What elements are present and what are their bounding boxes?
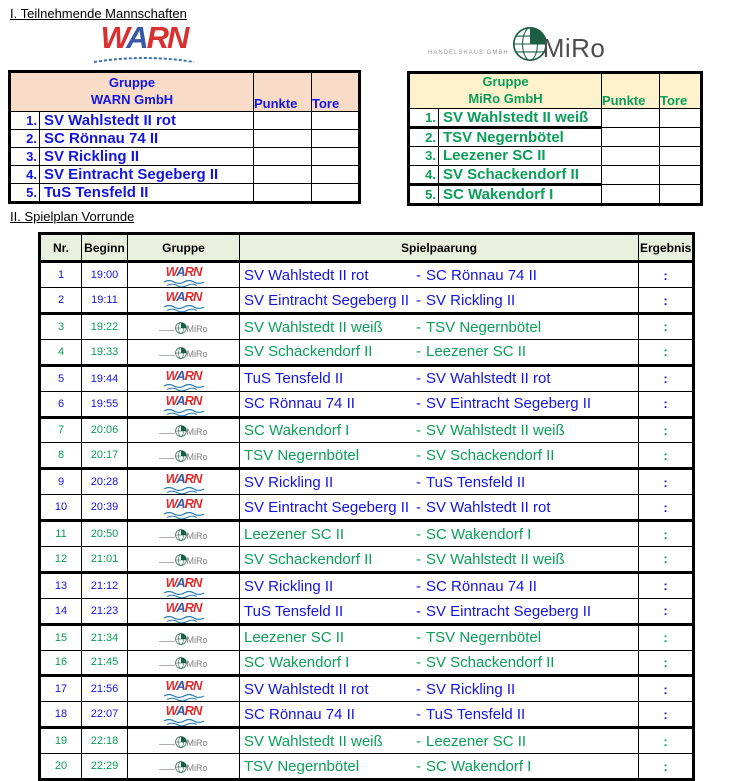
pairing-header: Spielpaarung	[240, 234, 639, 262]
miro-logo: MiRo	[159, 450, 207, 462]
schedule-header-row	[40, 234, 694, 262]
away-team: SC Wakendorf I	[426, 757, 532, 775]
warn-logo-wave	[163, 304, 205, 312]
match-group-logo-cell	[128, 521, 240, 547]
match-number: 1	[40, 262, 82, 288]
warn-logo: WARN	[163, 600, 205, 623]
away-team: SV Wahlstedt II weiß	[426, 422, 565, 440]
away-team: SV Eintracht Segeberg II	[426, 395, 592, 413]
schedule-row	[40, 521, 694, 547]
match-group-logo-cell	[128, 676, 240, 702]
points-cell[interactable]	[254, 112, 312, 130]
vs-dash: -	[416, 706, 421, 724]
team-row: 1. SV Wahlstedt II rot	[10, 112, 360, 130]
vs-dash: -	[416, 473, 421, 491]
match-time: 21:34	[82, 624, 128, 650]
goals-cell[interactable]	[312, 184, 360, 203]
miro-logo: MiRo	[159, 425, 207, 437]
result-cell[interactable]: :	[639, 314, 694, 340]
match-group-logo-cell	[128, 495, 240, 521]
match-time: 20:28	[82, 469, 128, 495]
match-pairing	[240, 650, 639, 676]
home-team: SV Schackendorf II	[244, 550, 373, 568]
match-pairing	[240, 314, 639, 340]
match-pairing	[240, 598, 639, 624]
vs-dash: -	[416, 498, 421, 516]
match-group-logo-cell	[128, 650, 240, 676]
match-pairing	[240, 521, 639, 547]
match-number: 3	[40, 314, 82, 340]
warn-logo: WARN	[163, 368, 205, 391]
schedule-body	[40, 262, 694, 780]
miro-logo: MiRo	[159, 322, 207, 334]
match-number: 14	[40, 598, 82, 624]
schedule-row	[40, 365, 694, 391]
goals-cell[interactable]	[660, 165, 702, 184]
warn-logo: WARN	[163, 575, 205, 598]
team-name: SC Rönnau 74 II	[40, 130, 254, 148]
match-number: 16	[40, 650, 82, 676]
match-pairing	[240, 443, 639, 469]
home-team: Leezener SC II	[244, 525, 345, 543]
schedule-row	[40, 546, 694, 572]
match-time: 21:01	[82, 546, 128, 572]
match-number: 4	[40, 339, 82, 365]
match-time: 21:12	[82, 572, 128, 598]
schedule-row	[40, 469, 694, 495]
match-pairing	[240, 288, 639, 314]
result-cell[interactable]: :	[639, 572, 694, 598]
points-cell[interactable]	[602, 184, 660, 204]
match-group-logo-cell	[128, 417, 240, 443]
match-time: 20:50	[82, 521, 128, 547]
away-team: SV Schackendorf II	[426, 447, 555, 465]
match-group-logo-cell	[128, 728, 240, 754]
match-number: 13	[40, 572, 82, 598]
away-team: SV Rickling II	[426, 681, 516, 699]
goals-header: Tore	[660, 73, 702, 109]
away-team: TSV Negernbötel	[426, 629, 542, 647]
result-cell[interactable]: :	[639, 521, 694, 547]
match-time: 20:17	[82, 443, 128, 469]
warn-logo: WARN	[163, 264, 205, 287]
points-cell[interactable]	[254, 184, 312, 203]
vs-dash: -	[416, 395, 421, 413]
match-time: 21:23	[82, 598, 128, 624]
team-name: Leezener SC II	[439, 146, 602, 165]
warn-logo-wave	[163, 693, 205, 701]
match-pairing	[240, 365, 639, 391]
warn-logo-tagline	[90, 54, 198, 64]
away-team: TuS Tensfeld II	[426, 473, 526, 491]
miro-logo-line	[159, 355, 175, 356]
schedule-row	[40, 572, 694, 598]
team-name: SV Wahlstedt II weiß	[439, 108, 602, 127]
points-header: Punkte	[254, 72, 312, 112]
match-time: 21:45	[82, 650, 128, 676]
warn-logo-wave	[163, 718, 205, 726]
match-time: 21:56	[82, 676, 128, 702]
away-team: SV Wahlstedt II rot	[426, 370, 551, 388]
team-row: 3. Leezener SC II	[409, 146, 702, 165]
away-team: SV Wahlstedt II weiß	[426, 550, 565, 568]
vs-dash: -	[416, 629, 421, 647]
warn-logo: WARN	[163, 496, 205, 519]
schedule-row	[40, 624, 694, 650]
miro-logo-line	[159, 641, 175, 642]
miro-logo-line	[159, 537, 175, 538]
result-cell[interactable]: :	[639, 365, 694, 391]
schedule-row	[40, 702, 694, 728]
vs-dash: -	[416, 291, 421, 309]
match-group-logo-cell	[128, 624, 240, 650]
away-team: SC Rönnau 74 II	[426, 577, 537, 595]
points-cell[interactable]	[602, 146, 660, 165]
match-number: 17	[40, 676, 82, 702]
vs-dash: -	[416, 422, 421, 440]
result-cell[interactable]: :	[639, 546, 694, 572]
match-number: 9	[40, 469, 82, 495]
miro-logo-line	[159, 562, 175, 563]
match-time: 19:55	[82, 391, 128, 417]
goals-cell[interactable]	[660, 108, 702, 127]
warn-logo: WARN	[163, 393, 205, 416]
schedule-row	[40, 339, 694, 365]
team-row: 4. SV Eintracht Segeberg II	[10, 166, 360, 184]
home-team: SV Wahlstedt II weiß	[244, 733, 383, 751]
vs-dash: -	[416, 266, 421, 284]
home-team: SV Wahlstedt II rot	[244, 266, 369, 284]
match-number: 19	[40, 728, 82, 754]
miro-logo: MiRo	[159, 633, 207, 645]
miro-logo: MiRo	[159, 736, 207, 748]
away-team: SV Eintracht Segeberg II	[426, 602, 592, 620]
points-header: Punkte	[602, 73, 660, 109]
warn-logo: WARN	[163, 703, 205, 726]
team-name: TuS Tensfeld II	[40, 184, 254, 203]
match-number: 6	[40, 391, 82, 417]
vs-dash: -	[416, 757, 421, 775]
result-cell[interactable]: :	[639, 288, 694, 314]
match-pairing	[240, 676, 639, 702]
miro-logo-line	[159, 769, 175, 770]
match-group-logo-cell	[128, 391, 240, 417]
match-group-logo-cell	[128, 314, 240, 340]
vs-dash: -	[416, 654, 421, 672]
home-team: SV Wahlstedt II weiß	[244, 318, 383, 336]
miro-logo-line	[159, 665, 175, 666]
team-row: 5. TuS Tensfeld II	[10, 184, 360, 203]
home-team: Leezener SC II	[244, 629, 345, 647]
team-name: SV Schackendorf II	[439, 165, 602, 184]
warn-logo-wave	[163, 408, 205, 416]
goals-cell[interactable]	[312, 166, 360, 184]
match-number: 18	[40, 702, 82, 728]
match-number: 8	[40, 443, 82, 469]
home-team: SC Wakendorf I	[244, 422, 350, 440]
match-number: 12	[40, 546, 82, 572]
schedule-row	[40, 262, 694, 288]
home-team: SV Wahlstedt II rot	[244, 681, 369, 699]
miro-logo: MiRo	[159, 554, 207, 566]
team-name: SV Eintracht Segeberg II	[40, 166, 254, 184]
miro-logo-text: MiRo	[542, 33, 606, 63]
team-name: SV Rickling II	[40, 148, 254, 166]
match-number: 15	[40, 624, 82, 650]
team-name: SC Wakendorf I	[439, 184, 602, 204]
section-title-schedule: II. Spielplan Vorrunde	[10, 209, 135, 224]
schedule-row	[40, 676, 694, 702]
away-team: SV Schackendorf II	[426, 654, 555, 672]
vs-dash: -	[416, 577, 421, 595]
away-team: Leezener SC II	[426, 733, 527, 751]
team-row: 3. SV Rickling II	[10, 148, 360, 166]
warn-logo-wave	[163, 615, 205, 623]
nr-header: Nr.	[40, 234, 82, 262]
match-group-logo-cell	[128, 288, 240, 314]
miro-logo: MiRo	[159, 657, 207, 669]
miro-logo-line	[159, 744, 175, 745]
match-pairing	[240, 339, 639, 365]
vs-dash: -	[416, 681, 421, 699]
points-cell[interactable]	[602, 108, 660, 127]
away-team: SC Rönnau 74 II	[426, 266, 537, 284]
match-time: 22:07	[82, 702, 128, 728]
match-number: 20	[40, 754, 82, 780]
warn-logo-wave	[163, 511, 205, 519]
warn-logo-text: WARN	[100, 20, 188, 55]
match-time: 19:00	[82, 262, 128, 288]
result-cell[interactable]: :	[639, 702, 694, 728]
goals-cell[interactable]	[660, 146, 702, 165]
home-team: SV Eintracht Segeberg II	[244, 498, 410, 516]
miro-logo	[428, 26, 605, 62]
away-team: TuS Tensfeld II	[426, 706, 526, 724]
match-group-logo-cell	[128, 469, 240, 495]
match-group-logo-cell	[128, 702, 240, 728]
schedule-row	[40, 443, 694, 469]
away-team: Leezener SC II	[426, 343, 527, 361]
team-row: 2. TSV Negernbötel	[409, 127, 702, 146]
match-group-logo-cell	[128, 572, 240, 598]
match-pairing	[240, 546, 639, 572]
schedule-row	[40, 728, 694, 754]
match-pairing	[240, 624, 639, 650]
match-pairing	[240, 469, 639, 495]
team-name: TSV Negernbötel	[439, 127, 602, 146]
warn-logo: WARN	[163, 471, 205, 494]
vs-dash: -	[416, 550, 421, 568]
time-header: Beginn	[82, 234, 128, 262]
result-cell[interactable]: :	[639, 469, 694, 495]
match-number: 11	[40, 521, 82, 547]
points-cell[interactable]	[602, 127, 660, 146]
home-team: TuS Tensfeld II	[244, 602, 344, 620]
away-team: SV Rickling II	[426, 291, 516, 309]
team-row: 5. SC Wakendorf I	[409, 184, 702, 204]
vs-dash: -	[416, 602, 421, 620]
goals-cell[interactable]	[660, 184, 702, 204]
match-time: 19:44	[82, 365, 128, 391]
home-team: TuS Tensfeld II	[244, 370, 344, 388]
match-number: 7	[40, 417, 82, 443]
match-pairing	[240, 572, 639, 598]
goals-cell[interactable]	[312, 112, 360, 130]
section-title-teams: I. Teilnehmende Mannschaften	[10, 6, 187, 21]
home-team: SV Schackendorf II	[244, 343, 373, 361]
result-cell[interactable]: :	[639, 754, 694, 780]
vs-dash: -	[416, 318, 421, 336]
schedule-row	[40, 417, 694, 443]
home-team: SC Rönnau 74 II	[244, 395, 355, 413]
miro-logo-subtext: HANDELSHAUS GMBH	[428, 50, 509, 56]
warn-logo-wave	[163, 383, 205, 391]
schedule-row	[40, 288, 694, 314]
home-team: SV Rickling II	[244, 473, 334, 491]
points-cell[interactable]	[602, 165, 660, 184]
miro-logo-line	[159, 458, 175, 459]
warn-logo-wave	[163, 279, 205, 287]
group-miro-title: Gruppe MiRo GmbH	[409, 73, 602, 109]
result-cell[interactable]: :	[639, 495, 694, 521]
home-team: SC Wakendorf I	[244, 654, 350, 672]
group-table-warn	[8, 70, 361, 204]
schedule-table	[38, 232, 695, 781]
match-time: 20:06	[82, 417, 128, 443]
vs-dash: -	[416, 733, 421, 751]
match-group-logo-cell	[128, 546, 240, 572]
away-team: SC Wakendorf I	[426, 525, 532, 543]
team-row: 2. SC Rönnau 74 II	[10, 130, 360, 148]
match-pairing	[240, 391, 639, 417]
miro-logo: MiRo	[159, 347, 207, 359]
warn-logo: WARN	[163, 289, 205, 312]
team-row: 1. SV Wahlstedt II weiß	[409, 108, 702, 127]
match-number: 5	[40, 365, 82, 391]
match-pairing	[240, 262, 639, 288]
match-time: 22:18	[82, 728, 128, 754]
schedule-row	[40, 495, 694, 521]
result-cell[interactable]: :	[639, 728, 694, 754]
team-row: 4. SV Schackendorf II	[409, 165, 702, 184]
match-group-logo-cell	[128, 339, 240, 365]
match-pairing	[240, 495, 639, 521]
points-cell[interactable]	[254, 130, 312, 148]
goals-cell[interactable]	[312, 148, 360, 166]
warn-logo: WARN	[163, 678, 205, 701]
away-team: SV Wahlstedt II rot	[426, 498, 551, 516]
home-team: SV Eintracht Segeberg II	[244, 291, 410, 309]
goals-header: Tore	[312, 72, 360, 112]
result-header: Ergebnis	[639, 234, 694, 262]
schedule-row	[40, 598, 694, 624]
match-time: 20:39	[82, 495, 128, 521]
match-time: 22:29	[82, 754, 128, 780]
miro-logo-line	[159, 433, 175, 434]
home-team: TSV Negernbötel	[244, 447, 360, 465]
match-time: 19:11	[82, 288, 128, 314]
match-pairing	[240, 702, 639, 728]
home-team: TSV Negernbötel	[244, 757, 360, 775]
miro-logo-line	[159, 330, 175, 331]
result-cell[interactable]: :	[639, 391, 694, 417]
vs-dash: -	[416, 447, 421, 465]
miro-logo: MiRo	[159, 761, 207, 773]
vs-dash: -	[416, 343, 421, 361]
match-number: 10	[40, 495, 82, 521]
schedule-row	[40, 391, 694, 417]
result-cell[interactable]: :	[639, 624, 694, 650]
miro-logo: MiRo	[159, 529, 207, 541]
goals-cell[interactable]	[312, 130, 360, 148]
match-group-logo-cell	[128, 365, 240, 391]
home-team: SC Rönnau 74 II	[244, 706, 355, 724]
vs-dash: -	[416, 525, 421, 543]
match-pairing	[240, 417, 639, 443]
match-time: 19:22	[82, 314, 128, 340]
vs-dash: -	[416, 370, 421, 388]
warn-logo-wave	[163, 486, 205, 494]
result-cell[interactable]: :	[639, 650, 694, 676]
result-cell[interactable]: :	[639, 598, 694, 624]
match-group-logo-cell	[128, 443, 240, 469]
points-cell[interactable]	[254, 166, 312, 184]
match-pairing	[240, 728, 639, 754]
group-header: Gruppe	[128, 234, 240, 262]
team-name: SV Wahlstedt II rot	[40, 112, 254, 130]
warn-logo-wave	[163, 590, 205, 598]
match-group-logo-cell	[128, 262, 240, 288]
match-group-logo-cell	[128, 598, 240, 624]
home-team: SV Rickling II	[244, 577, 334, 595]
match-time: 19:33	[82, 339, 128, 365]
result-cell[interactable]: :	[639, 443, 694, 469]
match-number: 2	[40, 288, 82, 314]
result-cell[interactable]: :	[639, 339, 694, 365]
away-team: TSV Negernbötel	[426, 318, 542, 336]
group-warn-title: Gruppe WARN GmbH	[10, 72, 254, 112]
schedule-row	[40, 314, 694, 340]
group-table-miro	[407, 71, 703, 206]
points-cell[interactable]	[254, 148, 312, 166]
warn-logo	[84, 22, 204, 64]
result-cell[interactable]: :	[639, 262, 694, 288]
result-cell[interactable]: :	[639, 417, 694, 443]
schedule-row	[40, 650, 694, 676]
goals-cell[interactable]	[660, 127, 702, 146]
result-cell[interactable]: :	[639, 676, 694, 702]
